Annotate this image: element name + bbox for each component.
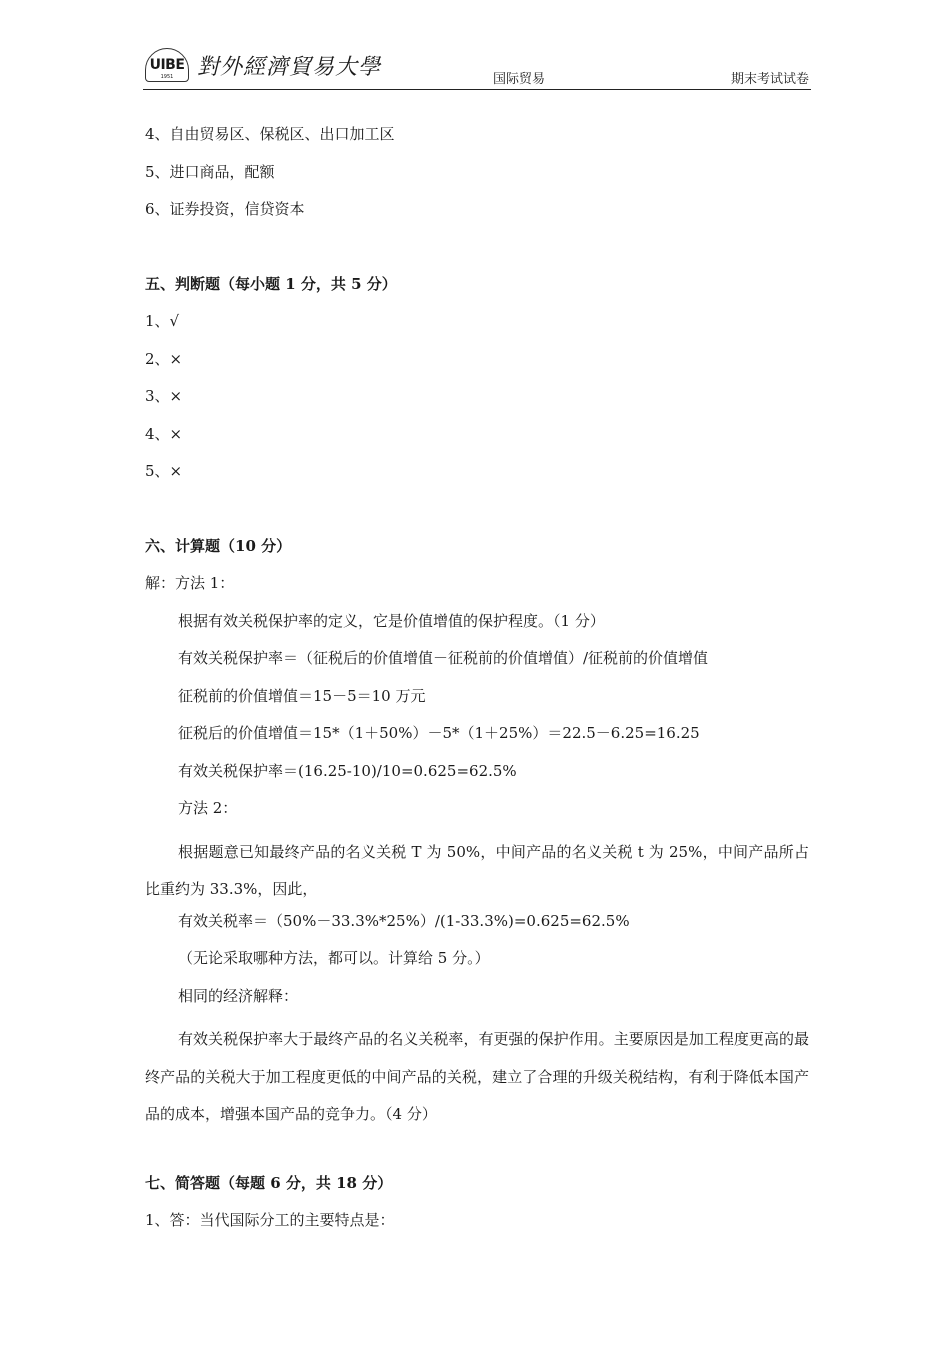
section-title-calculation: 六、计算题（10 分） (145, 536, 292, 555)
course-name: 国际贸易 (493, 72, 546, 87)
section-title-judgement: 五、判断题（每小题 1 分，共 5 分） (145, 274, 397, 293)
method1-line: 有效关税保护率＝(16.25-10)/10=0.625=62.5% (178, 761, 517, 780)
method2-label: 方法 2： (178, 799, 238, 817)
method1-line: 有效关税保护率＝（征税后的价值增值－征税前的价值增值）/征税前的价值增值 (178, 649, 709, 667)
judgement-item: 3、× (145, 387, 183, 405)
logo-year: 1951 (160, 74, 174, 80)
method1-line: 征税后的价值增值＝15*（1＋50%）－5*（1＋25%）＝22.5－6.25=16.25 (178, 724, 700, 742)
document-body (145, 122, 813, 1246)
judgement-item: 5、× (145, 462, 183, 480)
method1-line: 征税前的价值增值＝15－5＝10 万元 (178, 686, 426, 705)
page-header (143, 38, 811, 90)
judgement-item: 1、√ (145, 312, 180, 330)
method1-line: 根据有效关税保护率的定义，它是价值增值的保护程度。（1 分） (178, 611, 605, 630)
solution-label: 解：方法 1： (145, 574, 235, 592)
short-answer-line: 1、答：当代国际分工的主要特点是： (145, 1211, 395, 1229)
section-title-short-answer: 七、简答题（每题 6 分，共 18 分） (145, 1173, 393, 1192)
exam-type: 期末考试试卷 (730, 72, 809, 87)
header-divider (143, 89, 811, 90)
university-name: 對外經濟貿易大學 (197, 55, 382, 80)
method2-paragraph: 根据题意已知最终产品的名义关税 T 为 50%，中间产品的名义关税 t 为 25%，中间产品所占比重约为 33.3%，因此， (145, 842, 809, 898)
economic-explanation-paragraph: 有效关税保护率大于最终产品的名义关税率，有更强的保护作用。主要原因是加工程度更高的最终产品的关税大于加工程度更低的中间产品的关税，建立了合理的升级关税结构，有利于降低本国产品的成本，增强本国产品的竞争力。（4 分） (145, 1030, 809, 1123)
answer-item: 6、证券投资，信贷资本 (145, 200, 305, 218)
judgement-item: 2、× (145, 349, 183, 368)
university-logo (145, 40, 191, 84)
logo-text: UIBE (149, 57, 185, 73)
answer-item: 5、进口商品，配额 (145, 162, 275, 181)
judgement-item: 4、× (145, 424, 183, 443)
answer-item: 4、自由贸易区、保税区、出口加工区 (145, 125, 395, 143)
method2-formula: 有效关税率＝（50%－33.3%*25%）/(1-33.3%)=0.625=62.5% (178, 911, 630, 930)
economic-explanation-label: 相同的经济解释： (178, 986, 299, 1005)
scoring-note: （无论采取哪种方法，都可以。计算给 5 分。） (178, 949, 490, 967)
